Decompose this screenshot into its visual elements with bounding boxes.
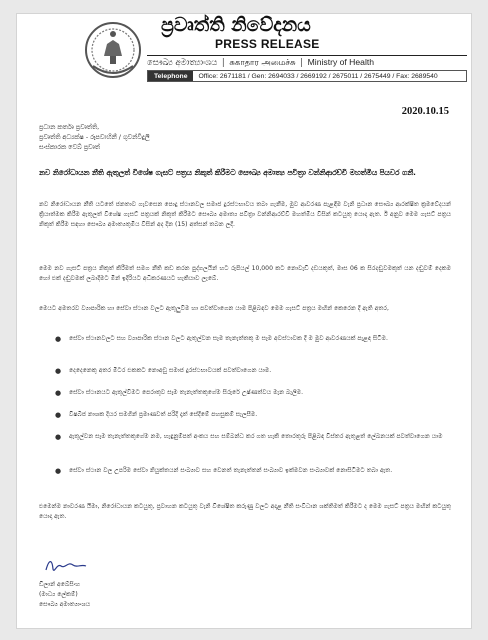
- telephone-numbers: Office: 2671181 / Gen: 2694033 / 2669192 / 2675011 / 2675449 / Fax: 2689540: [198, 72, 438, 80]
- list-item: [55, 466, 451, 476]
- title-sinhala: ප්‍රවෘත්ති නිවේදනය: [161, 14, 311, 36]
- list-item-text: සේවා ස්ථානයට ඇතුල්වීමට පෙරාතුව සෑම තැනැත්තකුගේම සිරුරේ උෂ්ණත්වය මැන බැලීම.: [69, 389, 304, 396]
- list-item-text: දෙදෙනෙකු අතර මීටර එකකට නොඅඩු සමාජ දුරස්ථභාවයක් පවත්වාගෙන යාම.: [69, 367, 272, 374]
- recipient-line: ප්‍රවෘත්ති අධ්‍යක්ෂ - රූපවාහිනී / ගුවන්විදුලි: [39, 133, 150, 141]
- closing-paragraph: එමෙන්ම නාවරණ යීමා, නිරෝධායන කටයුතු, ප්‍රවාහන කටයුතු වැනි විශේෂිත කරුණු වලට අදාළ නීති සංවිධාන ශක්තිමත් කිරීමට ද මෙම ගැසට් පත්‍රය මඟින් කටයුතු යොදා ඇත.: [39, 503, 451, 520]
- bullet-icon: ●: [55, 411, 62, 419]
- signatory-name: ඩිලාන් අබේසිංහ: [39, 581, 81, 588]
- list-item: [55, 410, 451, 420]
- signature-icon: [43, 556, 89, 576]
- letterhead: [17, 14, 471, 88]
- title-english: PRESS RELEASE: [215, 37, 320, 51]
- list-item-text: සේවා ස්ථාන වල උපරිම සේවා නියුක්තයන් සංඛ්‍යාව සහ වෙනත් තැනැත්තන් සංඛ්‍යාව ඉක්මවන සංඛ්‍යාවක් නොසිටීමට තබා ඇත.: [69, 467, 393, 474]
- list-item: [55, 388, 451, 398]
- paragraph: මෙයට අමතරව ව්‍යාපාරික හා සේවා ස්ථාන වලට ඇතුලුවීම හා පවත්වාගෙන යාම පිළිබඳව මෙම ගැසට් පත්‍රය මඟින් කෙරෙන දී ඇති අතර,: [39, 305, 389, 312]
- telephone-label: Telephone: [148, 71, 193, 81]
- bullet-icon: ●: [55, 335, 62, 343]
- list-item: [55, 366, 451, 376]
- press-release-page: [17, 14, 471, 628]
- list-item-text: ඇතුල්වන සෑම තැනැත්තකුගේම නම, හැඳුනුම්පත් අංකය සහ සම්බන්ධ කර ගත හැකි තොරතුරු පිළිබඳ විස්තර ඇතුළත් ලේඛනයක් පවත්වාගෙන යාම: [69, 433, 443, 440]
- list-item: [55, 432, 451, 442]
- ministry-english: Ministry of Health: [307, 57, 375, 67]
- recipient-line: ප්‍රධාන කර්තෘ ප්‍රවෘත්ති,: [39, 123, 100, 131]
- separator: |: [221, 57, 225, 67]
- list-item-text: විෂබීජ නාශක දියර සමගින් ප්‍රමාණවත් පරිදි දෑත් සේදීමේ පහසුකම් සැලසීම.: [69, 411, 258, 418]
- recipient-line: සංස්කාරක වෙබ් ප්‍රවෘත්: [39, 143, 100, 151]
- bullet-icon: ●: [55, 367, 62, 375]
- bullet-icon: ●: [55, 467, 62, 475]
- list-item-text: සේවා ස්ථානවලට සහ ව්‍යාපාරික ස්ථාන වලට ඇතුල්වන සෑම තැනැත්තකු ම සෑම අවස්ථාවක දී ම මුව ආවරණයක් පැළඳ සිටීම.: [69, 335, 388, 342]
- bullet-icon: ●: [55, 433, 62, 441]
- ministry-tamil: சுகாதார அமைச்சு: [229, 57, 296, 67]
- ministry-names: [147, 55, 467, 69]
- headline: නව නිරෝධායන නීති ඇතුලත් විශේෂ ගැසට් පත්‍රය නිකුත් කිරීමට සෞඛ්‍ය අමාත්‍ය පවිත්‍රා වන්නිආරච්චි මහත්මිය පියවර ගනී.: [39, 168, 416, 177]
- telephone-bar: [147, 70, 467, 82]
- signatory-block: [39, 580, 90, 610]
- release-date: 2020.10.15: [401, 106, 449, 117]
- separator: |: [300, 57, 303, 67]
- sri-lanka-emblem-icon: [83, 20, 143, 82]
- paragraph: නව නිරෝධායන නීති යටතේ ජනතාව ගැවසෙන පොදු ස්ථානවල සමාජ දුරස්ථභාවය තබා ගැනීම, මුව ආවරණ පැළඳීම වැනි ප්‍රධාන සෞඛ්‍ය ආරක්ෂිත ක්‍රමවේදයන් ක්‍රියාත්මක කිරීම ඇතුලත් විශේෂ ගැසට් පත්‍රයක් නිකුත් කිරීමට සෞඛ්‍ය අමාත්‍ය පවිත්‍රා වන්නිආරච්චි මහත්මිය විසින් කටයුතු යොදා ඇත. ඊ අනුව මෙම ගැසට් පත්‍රය නිකුත් කිරීම සඳහා සෞඛ්‍ය අමාත්‍යතුමිය විසින් අද දින (15) අත්සන් තබන ලදී.: [39, 201, 451, 228]
- paragraph: මෙම නව ගැසට් පත්‍රය නිකුත් කිරීමත් සමග නීති කඩ කරන පුද්ගලයින් හට රුපියල් 10,000 කට නොවැඩි දඩයකුත්, මාස 06 ක සිරදඬුවමකුත් යන දඬුවම් දෙකම හෝ එක් දඬුවමක් ලබාදීමට මින් ඉදිරියට අධිකරණයට හැකියාව ලැබේ.: [39, 265, 451, 282]
- signatory-office: සෞඛ්‍ය අමාත්‍යාංශය: [39, 601, 91, 608]
- signatory-title: (මාධ්‍ය ලේකම්): [39, 591, 78, 598]
- ministry-sinhala: සෞඛ්‍ය අමාත්‍යාංශය: [147, 57, 218, 67]
- bullet-icon: ●: [55, 389, 62, 397]
- list-item: [55, 334, 451, 344]
- recipients: [39, 122, 150, 152]
